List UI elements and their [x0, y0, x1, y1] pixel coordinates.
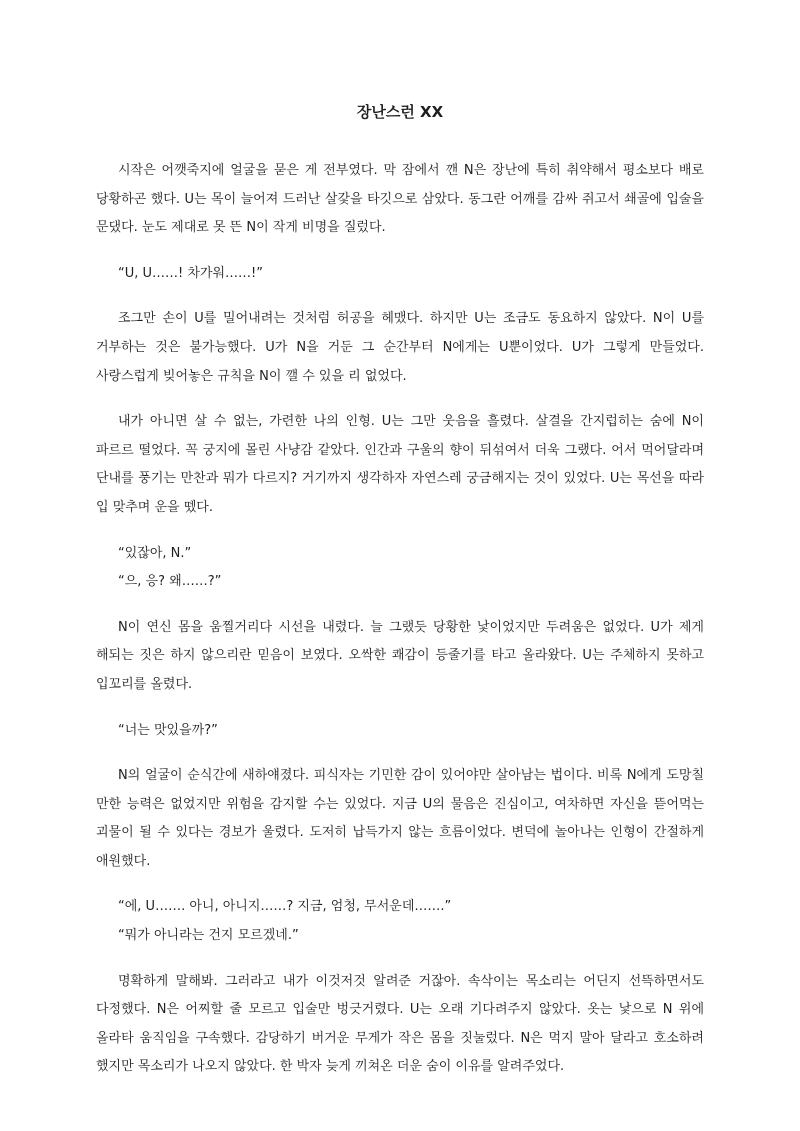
paragraph: 시작은 어깻죽지에 얼굴을 묻은 게 전부였다. 막 잠에서 깬 N은 장난에 특히 취약해서 평소보다 배로 당황하곤 했다. U는 목이 늘어져 드러난 살갗을 타깃으로 삼았다. 동그란 어깨를 감싸 쥐고서 쇄골에 입술을 문댔다. 눈도 제대로 못 뜬 N이 작게 비명을 질렀다. [96, 163, 704, 236]
dialogue-line: “있잖아, N.” [118, 545, 192, 561]
document-body [96, 157, 704, 1082]
dialogue-line: “으, 응? 왜……?” [118, 574, 222, 590]
dialogue-line: “너는 맛있을까?” [118, 722, 218, 738]
paragraph: 조그만 손이 U를 밀어내려는 것처럼 허공을 헤맸다. 하지만 U는 조금도 동요하지 않았다. N이 U를 거부하는 것은 불가능했다. U가 N을 거둔 그 순간부터 N에게는 U뿐이었다. U가 그렇게 만들었다. 사랑스럽게 빚어놓은 규칙을 N이 깰 수 있을 리 없었다. [96, 311, 704, 384]
paragraph: N이 연신 몸을 움찔거리다 시선을 내렸다. 늘 그랬듯 당황한 낯이었지만 두려움은 없었다. U가 제게 해되는 짓은 하지 않으리란 믿음이 보였다. 오싹한 쾌감이 등줄기를 타고 올라왔다. U는 주체하지 못하고 입꼬리를 올렸다. [96, 619, 704, 692]
dialogue-line: “에, U……. 아니, 아니지……? 지금, 엄청, 무서운데…….” [118, 899, 452, 915]
paragraph: N의 얼굴이 순식간에 새하얘졌다. 피식자는 기민한 감이 있어야만 살아남는 법이다. 비록 N에게 도망칠 만한 능력은 없었지만 위험을 감지할 수는 있었다. 지금 U의 물음은 진심이고, 여차하면 자신을 뜯어먹는 괴물이 될 수 있다는 경보가 울렸다. 도저히 납득가지 않는 흐름이었다. 변덕에 놀아나는 인형이 간절하게 애원했다. [96, 768, 704, 869]
dialogue-line: “U, U……! 차가워……!” [118, 265, 263, 281]
paragraph: 명확하게 말해봐. 그러라고 내가 이것저것 알려준 거잖아. 속삭이는 목소리는 어딘지 선뜩하면서도 다정했다. N은 어찌할 줄 모르고 입술만 벙긋거렸다. U는 오래 기다려주지 않았다. 옷는 낯으로 N 위에 올라타 움직임을 구속했다. 감당하기 버거운 무게가 작은 몸을 짓눌렀다. N은 먹지 말아 달라고 호소하려 했지만 목소리가 나오지 않았다. 한 박자 늦게 끼쳐온 더운 숨이 이유를 알려주었다. [96, 973, 704, 1075]
paragraph: 내가 아니면 살 수 없는, 가련한 나의 인형. U는 그만 웃음을 흘렸다. 살결을 간지럽히는 숨에 N이 파르르 떨었다. 꼭 궁지에 몰린 사냥감 같았다. 인간과 구울의 향이 뒤섞여서 더욱 그랬다. 어서 먹어달라며 단내를 풍기는 만찬과 뭐가 다르지? 거기까지 생각하자 자연스레 궁금해지는 것이 있었다. U는 목선을 따라 입 맞추며 운을 뗐다. [96, 414, 704, 515]
dialogue-line: “뭐가 아니라는 건지 모르겠네.” [118, 928, 299, 944]
document-title: 장난스런 XX [356, 103, 444, 121]
